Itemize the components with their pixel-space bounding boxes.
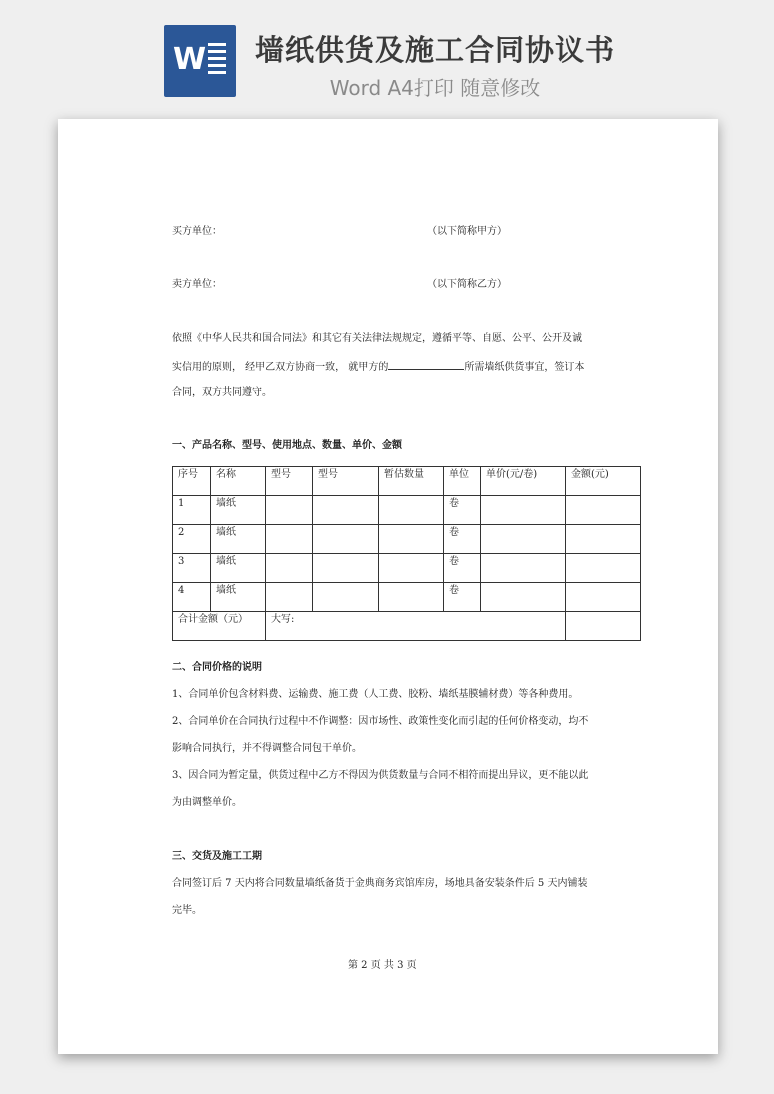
word-logo-letter: W: [173, 42, 207, 77]
page-footer: 第 2 页 共 3 页: [348, 960, 417, 971]
table-cell: [266, 496, 313, 525]
table-header-cell: 型号: [313, 467, 379, 496]
table-cell: 墙纸: [211, 525, 266, 554]
table-row: [173, 496, 641, 525]
section-1-heading: 一、产品名称、型号、使用地点、数量、单价、金额: [172, 440, 402, 451]
section-2-item-3-line-2: 为由调整单价。: [172, 797, 242, 808]
section-2-item-1: 1、合同单价包含材料费、运输费、施工费（人工费、胶粉、墙纸基膜辅材费）等各种费用。: [172, 689, 579, 700]
document-page: [58, 119, 718, 1054]
table-row: [173, 554, 641, 583]
table-row: [173, 583, 641, 612]
seller-note: （以下简称乙方）: [427, 279, 507, 290]
banner: [0, 0, 774, 115]
product-table: [172, 466, 641, 641]
table-cell: [266, 554, 313, 583]
table-cell: [266, 583, 313, 612]
table-header-cell: 暂估数量: [379, 467, 444, 496]
section-2-item-2-line-2: 影响合同执行，并不得调整合同包干单价。: [172, 743, 362, 754]
table-cell: 卷: [444, 554, 481, 583]
table-row: [173, 525, 641, 554]
banner-title: 墙纸供货及施工合同协议书: [254, 33, 615, 67]
product-table-body: [173, 467, 641, 641]
table-header-cell: 名称: [211, 467, 266, 496]
table-cell: [379, 525, 444, 554]
buyer-note: （以下简称甲方）: [427, 226, 507, 237]
section-2-item-3-line-1: 3、因合同为暂定量，供货过程中乙方不得因为供货数量与合同不相符而提出异议，更不能以此: [172, 770, 589, 781]
table-cell: [379, 583, 444, 612]
table-cell: [313, 554, 379, 583]
table-header-cell: 型号: [266, 467, 313, 496]
table-cell: 2: [173, 525, 211, 554]
intro-line-2: [172, 359, 584, 375]
table-cell: [379, 554, 444, 583]
table-cell: 3: [173, 554, 211, 583]
table-cell: 墙纸: [211, 496, 266, 525]
table-cell: [313, 525, 379, 554]
table-cell: [481, 583, 566, 612]
banner-subtitle: Word A4打印 随意修改: [329, 76, 541, 100]
intro-line-2-end: 所需墙纸供货事宜，签订本: [464, 362, 585, 373]
text-lines-icon: [208, 43, 226, 78]
table-cell: [481, 554, 566, 583]
table-cell: 卷: [444, 525, 481, 554]
table-header-cell: 单价(元/卷): [481, 467, 566, 496]
table-cell: [481, 496, 566, 525]
table-cell: 4: [173, 583, 211, 612]
table-total-row: [173, 612, 641, 641]
table-cell: 1: [173, 496, 211, 525]
table-cell: 墙纸: [211, 583, 266, 612]
total-amount-cell: [566, 612, 641, 641]
table-cell: [566, 554, 641, 583]
table-header-cell: 金额(元): [566, 467, 641, 496]
table-cell: [313, 583, 379, 612]
table-cell: [481, 525, 566, 554]
table-cell: [313, 496, 379, 525]
table-header-cell: 序号: [173, 467, 211, 496]
table-cell: [379, 496, 444, 525]
word-document-icon: [164, 25, 236, 97]
table-cell: 卷: [444, 583, 481, 612]
section-3-heading: 三、交货及施工工期: [172, 851, 262, 862]
table-cell: [566, 525, 641, 554]
table-header-row: [173, 467, 641, 496]
section-2-item-2-line-1: 2、合同单价在合同执行过程中不作调整：因市场性、政策性变化而引起的任何价格变动，均不: [172, 716, 589, 727]
seller-label: 卖方单位：: [172, 279, 222, 290]
section-2-heading: 二、合同价格的说明: [172, 662, 262, 673]
section-3-line-2: 完毕。: [172, 905, 202, 916]
table-cell: 卷: [444, 496, 481, 525]
table-cell: 墙纸: [211, 554, 266, 583]
section-3-line-1: 合同签订后 7 天内将合同数量墙纸备货于金典商务宾馆库房，场地具备安装条件后 5 天内铺装: [172, 878, 588, 889]
blank-underline: [388, 359, 464, 370]
buyer-label: 买方单位：: [172, 226, 222, 237]
total-label-cell: 合计金额（元）: [173, 612, 266, 641]
intro-line-1: 依照《中华人民共和国合同法》和其它有关法律法规规定，遵循平等、自愿、公平、公开及诚: [172, 333, 582, 344]
intro-line-2-start: 实信用的原则， 经甲乙双方协商一致， 就甲方的: [172, 362, 389, 373]
total-capital-cell: 大写:: [266, 612, 566, 641]
table-cell: [566, 496, 641, 525]
table-cell: [266, 525, 313, 554]
intro-line-3: 合同，双方共同遵守。: [172, 387, 272, 398]
table-header-cell: 单位: [444, 467, 481, 496]
table-cell: [566, 583, 641, 612]
